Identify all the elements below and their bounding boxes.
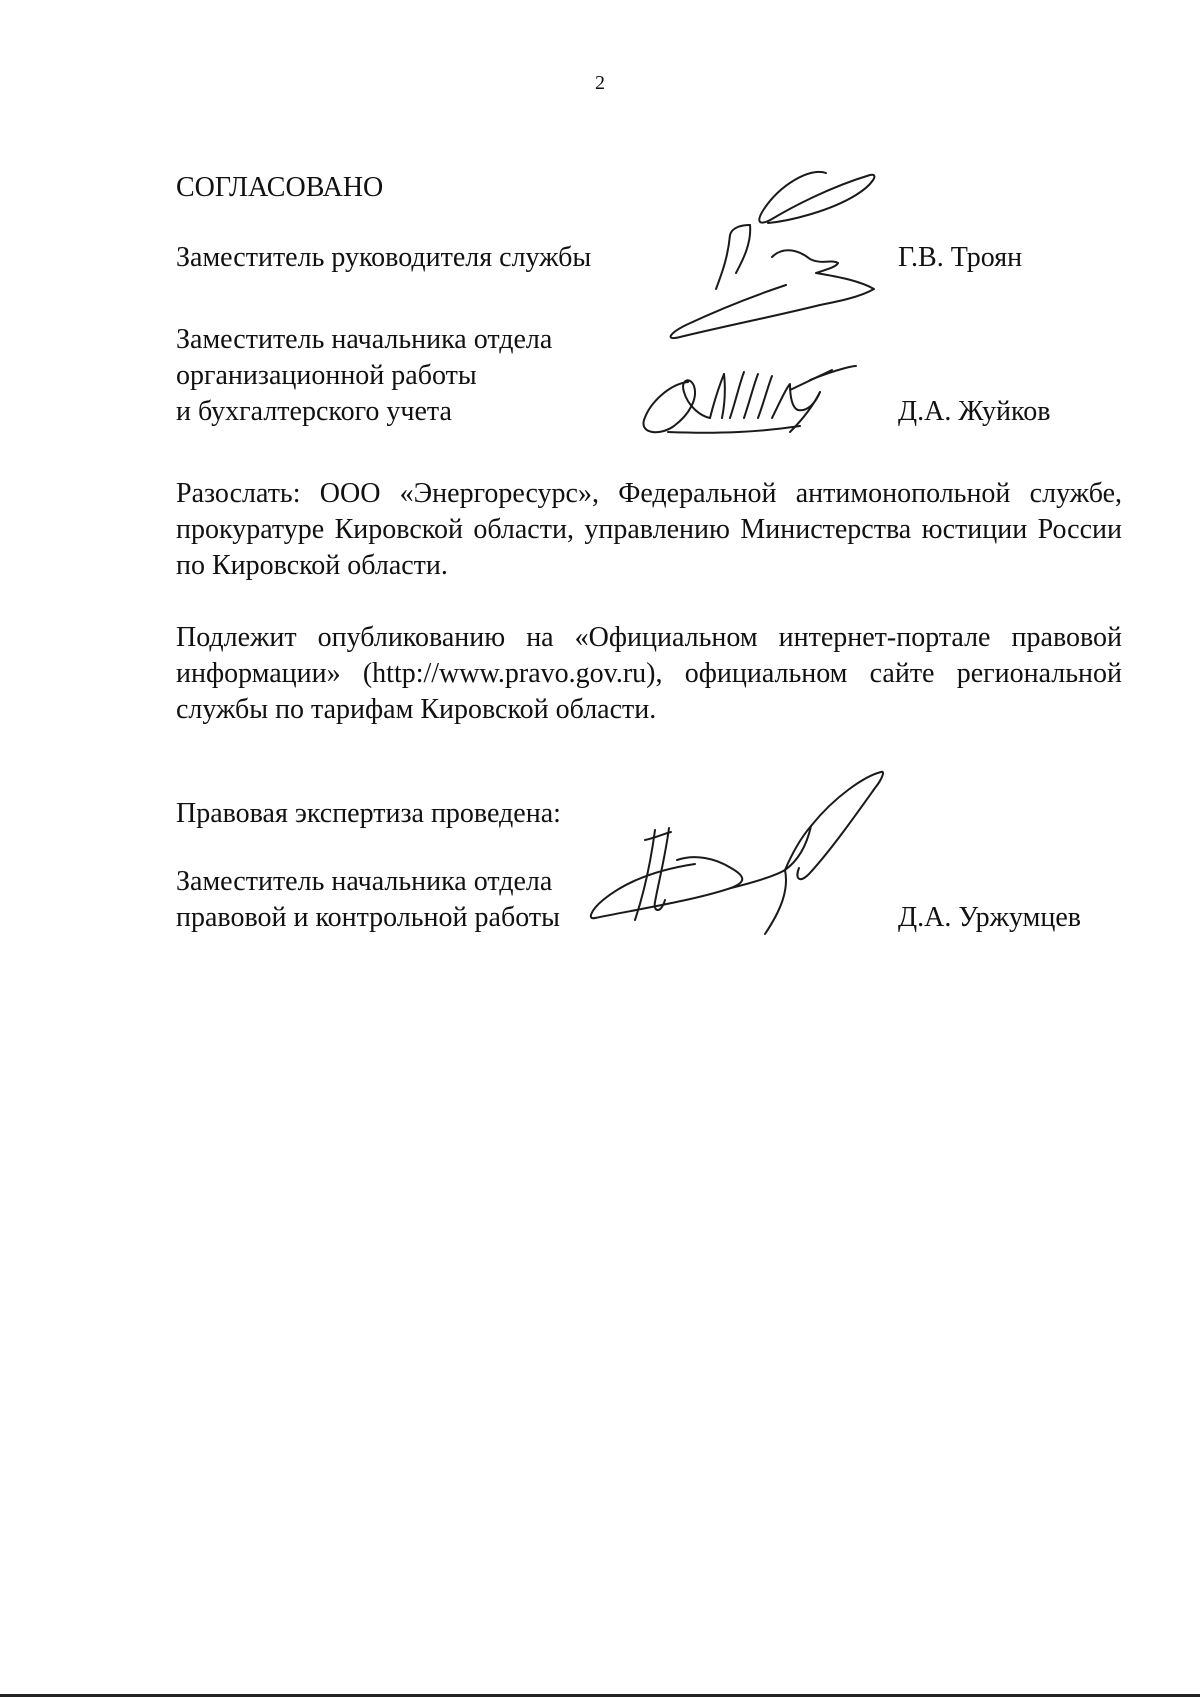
signer-1-position: Заместитель руководителя службы [176,242,592,273]
legal-review-position-line-2: правовой и контрольной работы [176,902,560,933]
legal-review-name: Д.А. Уржумцев [898,902,1082,933]
legal-review-heading: Правовая экспертиза проведена: [176,798,561,829]
signature-2 [640,362,860,442]
distribution-paragraph: Разослать: ООО «Энергоресурс», Федеральной антимонопольной службе, прокуратуре Кировской области, управлению Министерства юстиции России по Кировской области. [176,478,1122,581]
signer-2-position-line-1: Заместитель начальника отдела [176,324,553,355]
signer-1-name: Г.В. Троян [898,242,1023,273]
publication-paragraph: Подлежит опубликованию на «Официальном интернет-портале правовой информации» (http://www.pravo.gov.ru), официальном сайте региональной службы по тарифам Кировской области. [176,622,1122,725]
signer-2-position-line-3: и бухгалтерского учета [176,396,452,427]
signer-2-position-line-2: организационной работы [176,360,477,391]
signature-1 [660,165,890,350]
legal-review-position-line-1: Заместитель начальника отдела [176,866,553,897]
signer-2-name: Д.А. Жуйков [898,396,1051,427]
approval-heading: СОГЛАСОВАНО [176,172,384,203]
signature-3 [585,770,905,940]
page-number: 2 [595,72,605,94]
scan-edge-line [0,1694,1200,1697]
